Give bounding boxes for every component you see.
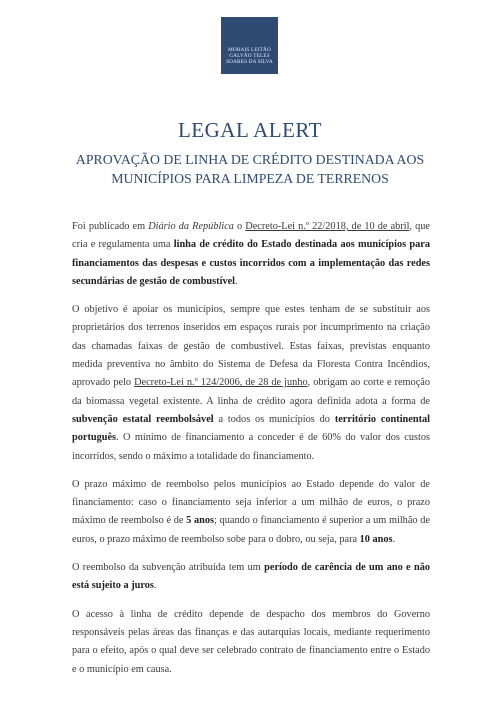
logo-line-2: GALVÃO TELES — [229, 53, 270, 59]
paragraph-3 — [72, 476, 430, 549]
article-body — [72, 218, 430, 689]
p2-text-1: O objetivo é apoiar os municípios, sempre que estes tenham de se substituir aos proprietários dos terrenos inseridos em espaços rurais por incumprimento na criação das chamadas faixas de gestão de combustível. Estas faixas, previstas enquanto medida preventiva no âmbito do Sistema de Defesa da Floresta Contra Incêndios, aprovado pelo — [72, 304, 430, 389]
p3-bold-2: 10 anos — [359, 533, 393, 545]
paragraph-2 — [72, 301, 430, 466]
decree-22-2018-link[interactable]: Decreto-Lei n.º 22/2018, de 10 de abril — [245, 221, 410, 232]
p1-text-2: o — [233, 221, 246, 232]
subtitle-line-2: MUNICÍPIOS PARA LIMPEZA DE TERRENOS — [111, 171, 389, 186]
p2-text-4: . O mínimo de financiamento a conceder é de 60% do valor dos custos incorridos, sendo o máximo a totalidade do financiamento. — [72, 432, 430, 462]
p4-bold-1: período de carência de um ano e não está sujeito a juros — [72, 562, 430, 592]
page-subtitle — [40, 150, 460, 188]
decree-124-2006-link[interactable]: Decreto-Lei n.º 124/2006, de 28 de junho — [134, 377, 308, 389]
paragraph-4 — [72, 559, 430, 596]
p4-text-1: O reembolso da subvenção atribuída tem um — [72, 562, 265, 574]
p1-italic-journal: Diário da República — [148, 221, 234, 232]
p1-text-1: Foi publicado em — [72, 221, 149, 232]
p3-bold-1: 5 anos — [186, 515, 215, 527]
paragraph-1 — [72, 218, 430, 291]
firm-logo — [221, 17, 278, 74]
p4-text-2: . — [153, 580, 157, 592]
p5-text-1: O acesso à linha de crédito depende de despacho dos membros do Governo responsáveis pelas áreas das finanças e das autarquias locais, mediante requerimento para o efeito, após o qual deve ser celebrado contrato de financiamento entre o Estado e o município em causa. — [72, 608, 430, 675]
p3-text-3: . — [392, 533, 396, 545]
p1-text-4: . — [235, 275, 238, 287]
p2-text-2: , obrigam ao corte e remoção da biomassa vegetal existente. A linha de crédito agora definida adota a forma de — [72, 377, 430, 407]
p2-bold-1: subvenção estatal reembolsável — [72, 413, 214, 425]
p1-text-3: , que cria e regulamenta uma — [72, 221, 430, 251]
p3-text-2: ; quando o financiamento é superior a um milhão de euros, o prazo máximo de reembolso sobe para o dobro, ou seja, para — [72, 515, 430, 545]
p2-text-3: a todos os municípios do — [213, 413, 335, 425]
subtitle-line-1: APROVAÇÃO DE LINHA DE CRÉDITO DESTINADA AOS — [75, 152, 425, 167]
page-title: LEGAL ALERT — [177, 118, 323, 142]
p2-bold-2: território continental português — [72, 413, 431, 444]
logo-line-1: MORAIS LEITÃO — [228, 47, 271, 53]
paragraph-5 — [72, 606, 430, 679]
p3-text-1: O prazo máximo de reembolso pelos municípios ao Estado depende do valor de financiamento: caso o financiamento seja inferior a um milhão de euros, o prazo máximo de reembolso é de — [72, 478, 430, 527]
logo-line-3: SOARES DA SILVA — [226, 59, 273, 65]
p1-bold-1: linha de crédito do Estado destinada aos municípios para financiamentos das despesas e custos incorridos com a implementação das redes secundárias de gestão de combustível — [72, 239, 430, 287]
